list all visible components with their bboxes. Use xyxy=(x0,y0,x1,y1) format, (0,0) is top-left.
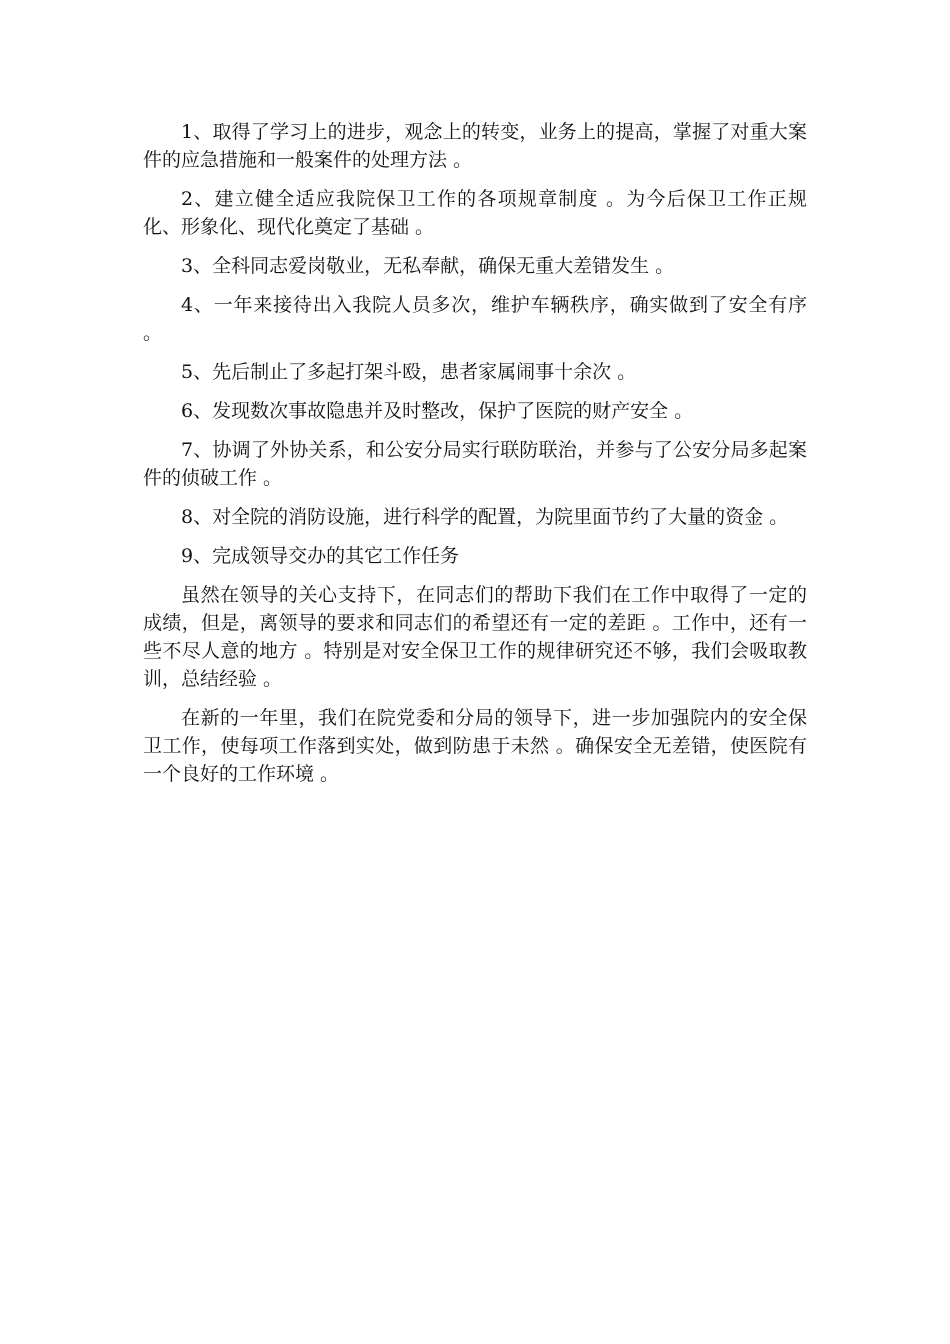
paragraph-item-4: 4、一年来接待出入我院人员多次，维护车辆秩序，确实做到了安全有序 。 xyxy=(143,294,807,344)
paragraph-item-8: 8、对全院的消防设施，进行科学的配置，为院里面节约了大量的资金 。 xyxy=(181,506,789,528)
paragraph-summary: 虽然在领导的关心支持下，在同志们的帮助下我们在工作中取得了一定的成绩，但是，离领导的要求和同志们的希望还有一定的差距 。工作中，还有一些不尽人意的地方 。特别是对安全保卫工作的规律研究还不够，我们会吸取教训，总结经验 。 xyxy=(143,584,807,690)
paragraph-item-7: 7、协调了外协关系，和公安分局实行联防联治，并参与了公安分局多起案件的侦破工作 。 xyxy=(143,439,807,489)
document-body xyxy=(143,118,807,799)
paragraph-item-2: 2、建立健全适应我院保卫工作的各项规章制度 。为今后保卫工作正规化、形象化、现代化奠定了基础 。 xyxy=(143,188,807,238)
paragraph-item-9: 9、完成领导交办的其它工作任务 xyxy=(181,545,460,567)
paragraph-outlook: 在新的一年里，我们在院党委和分局的领导下，进一步加强院内的安全保卫工作，使每项工作落到实处，做到防患于未然 。确保安全无差错，使医院有一个良好的工作环境 。 xyxy=(143,707,807,785)
paragraph-item-5: 5、先后制止了多起打架斗殴，患者家属闹事十余次 。 xyxy=(181,361,637,383)
paragraph-item-6: 6、发现数次事故隐患并及时整改，保护了医院的财产安全 。 xyxy=(181,400,694,422)
paragraph-item-1: 1、取得了学习上的进步，观念上的转变，业务上的提高，掌握了对重大案件的应急措施和一般案件的处理方法 。 xyxy=(143,121,807,171)
paragraph-item-3: 3、全科同志爱岗敬业，无私奉献，确保无重大差错发生 。 xyxy=(181,255,675,277)
